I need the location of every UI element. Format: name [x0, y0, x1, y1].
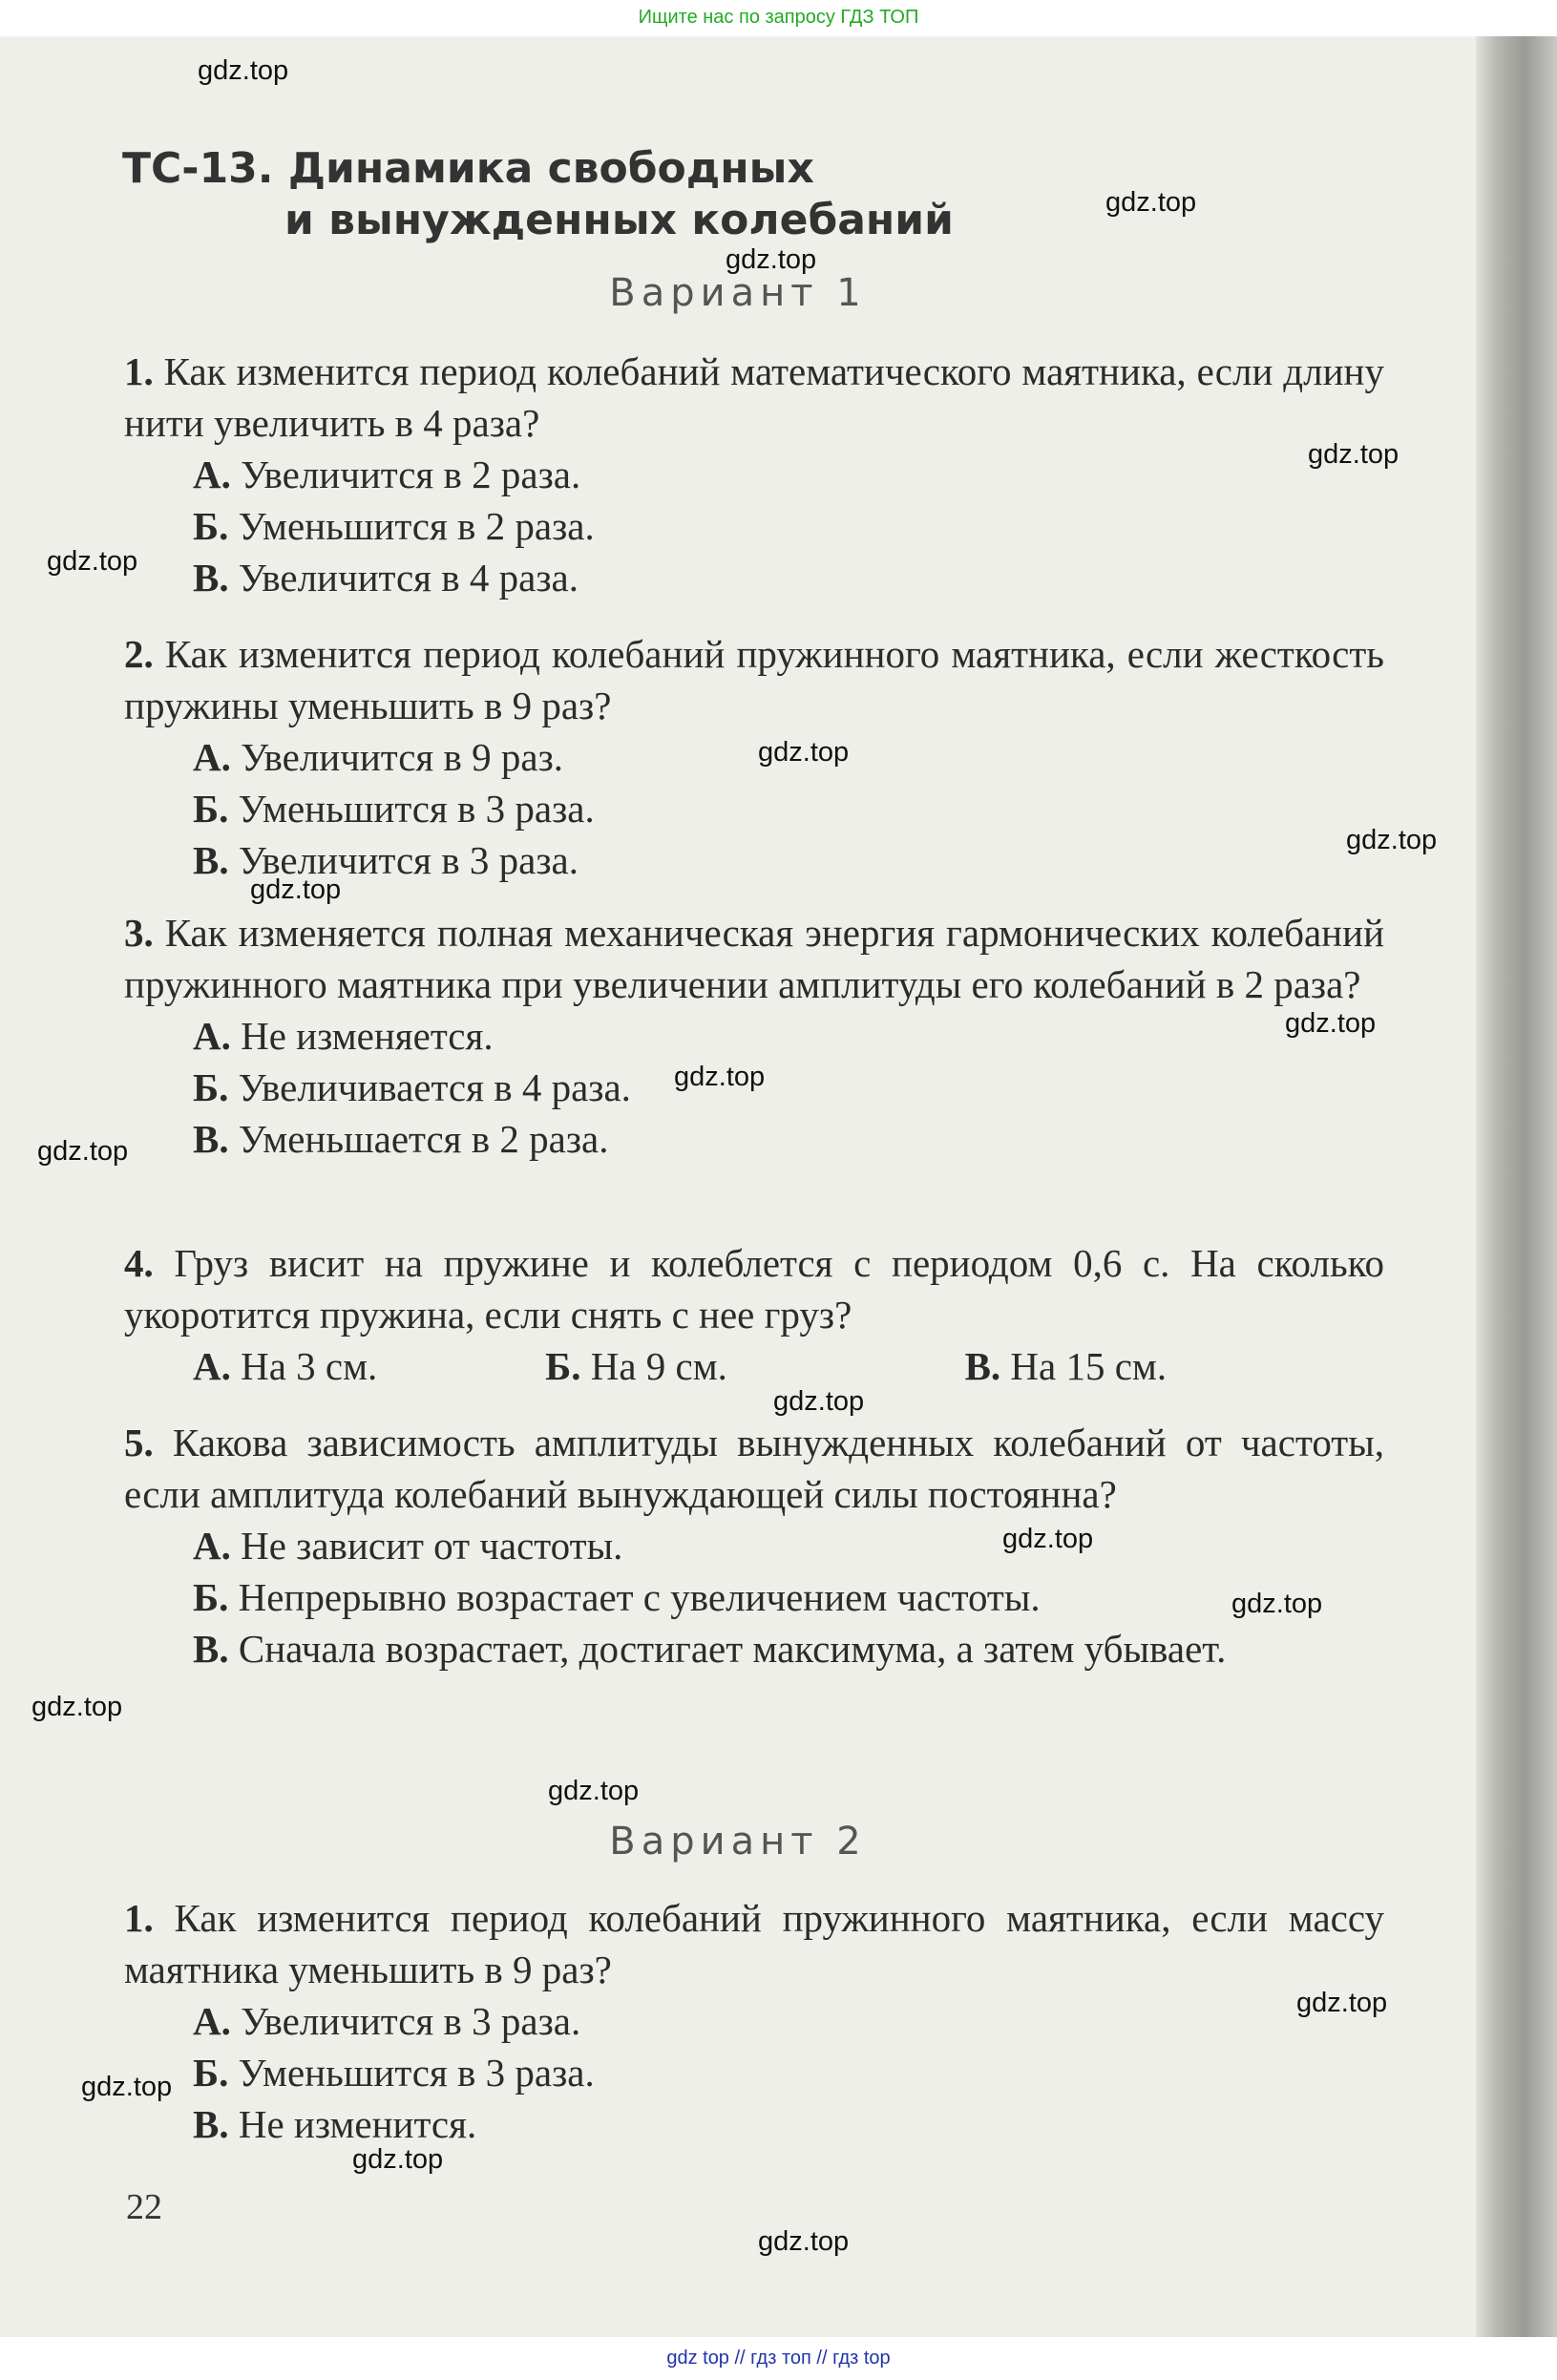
page-number: 22	[126, 2187, 162, 2227]
watermark: gdz.top	[81, 2072, 173, 2102]
answer-option	[124, 552, 1384, 603]
option-letter: В.	[193, 838, 229, 882]
option-text: На 3 см.	[241, 1344, 378, 1388]
question-2	[124, 628, 1384, 886]
option-letter: Б.	[193, 787, 229, 831]
option-text: Уменьшится в 2 раза.	[238, 504, 595, 548]
watermark: gdz.top	[1296, 1988, 1388, 2018]
option-text: Увеличится в 9 раз.	[241, 735, 564, 779]
watermark: gdz.top	[548, 1776, 640, 1806]
option-letter: В.	[193, 2102, 229, 2146]
variant-2-heading: Вариант 2	[609, 1820, 867, 1864]
watermark: gdz.top	[1002, 1524, 1094, 1554]
question-3	[124, 907, 1384, 1165]
question-number: 4.	[124, 1241, 154, 1285]
question-body: Груз висит на пружине и колеблется с периодом 0,6 с. На сколько укоротится пружина, если снять с нее груз?	[124, 1241, 1385, 1337]
watermark: gdz.top	[352, 2144, 444, 2175]
option-letter: А.	[193, 735, 231, 779]
option-letter: Б.	[193, 1575, 229, 1619]
footer-links[interactable]: gdz top // гдз топ // гдз top	[0, 2337, 1557, 2380]
watermark: gdz.top	[758, 737, 850, 768]
answer-option	[124, 1623, 1384, 1674]
option-text: Не изменится.	[238, 2102, 477, 2146]
question-5	[124, 1417, 1384, 1674]
question-number: 1.	[124, 1896, 154, 1940]
title-line-2: и вынужденных колебаний	[284, 196, 954, 244]
question-body: Как изменится период колебаний пружинного маятника, если массу маятника уменьшить в 9 раз?	[124, 1896, 1384, 1991]
watermark: gdz.top	[1346, 825, 1438, 855]
answer-option	[124, 731, 1384, 783]
option-letter: В.	[193, 1627, 229, 1671]
answer-option	[124, 449, 1384, 500]
answer-options-row	[124, 1340, 1384, 1392]
question-number: 1.	[124, 349, 154, 393]
question-text	[124, 1892, 1384, 1995]
question-number: 2.	[124, 632, 154, 676]
answer-option	[124, 2047, 1384, 2098]
title-line-1: ТС-13. Динамика свободных	[122, 144, 814, 193]
option-text: Не изменяется.	[241, 1014, 494, 1058]
answer-option	[124, 783, 1384, 834]
option-letter: В.	[964, 1344, 1001, 1388]
variant-2-question-1	[124, 1892, 1384, 2150]
option-text: Уменьшится в 3 раза.	[238, 2051, 595, 2095]
answer-option	[124, 1340, 545, 1392]
option-letter: А.	[193, 1524, 231, 1568]
watermark: gdz.top	[198, 55, 289, 86]
answer-option	[124, 1010, 1384, 1062]
option-text: На 9 см.	[590, 1344, 727, 1388]
option-letter: А.	[193, 1344, 231, 1388]
option-text: Непрерывно возрастает с увеличением частоты.	[238, 1575, 1041, 1619]
question-body: Как изменится период колебаний пружинного маятника, если жесткость пружины уменьшить в 9 раз?	[124, 632, 1384, 727]
question-text	[124, 346, 1384, 449]
question-body: Какова зависимость амплитуды вынужденных колебаний от частоты, если амплитуда колебаний вынуждающей силы постоянна?	[124, 1421, 1384, 1516]
watermark: gdz.top	[1308, 439, 1399, 470]
question-text	[124, 1417, 1384, 1520]
option-text: Увеличится в 4 раза.	[238, 556, 579, 600]
option-letter: Б.	[193, 2051, 229, 2095]
question-text	[124, 1237, 1384, 1340]
question-text	[124, 628, 1384, 731]
option-letter: В.	[193, 1117, 229, 1161]
watermark: gdz.top	[1105, 187, 1197, 218]
answer-option	[124, 1995, 1384, 2047]
option-text: Сначала возрастает, достигает максимума, а затем убывает.	[238, 1627, 1227, 1671]
answer-option	[124, 1520, 1384, 1571]
answer-option	[965, 1340, 1384, 1392]
option-text: Увеличится в 3 раза.	[241, 1999, 581, 2043]
answer-option	[545, 1340, 964, 1392]
option-text: Увеличится в 3 раза.	[238, 838, 579, 882]
option-text: Уменьшается в 2 раза.	[238, 1117, 609, 1161]
option-text: Не зависит от частоты.	[241, 1524, 623, 1568]
watermark: gdz.top	[758, 2226, 850, 2257]
option-letter: Б.	[545, 1344, 581, 1388]
watermark: gdz.top	[1231, 1589, 1323, 1619]
answer-option	[124, 1571, 1384, 1623]
question-body: Как изменяется полная механическая энергия гармонических колебаний пружинного маятника при увеличении амплитуды его колебаний в 2 раза?	[124, 911, 1385, 1006]
watermark: gdz.top	[250, 874, 342, 905]
watermark: gdz.top	[1285, 1008, 1377, 1039]
question-number: 5.	[124, 1421, 154, 1464]
watermark: gdz.top	[37, 1136, 129, 1167]
option-letter: А.	[193, 1014, 231, 1058]
question-body: Как изменится период колебаний математического маятника, если длину нити увеличить в 4 раза?	[124, 349, 1384, 445]
option-text: На 15 см.	[1010, 1344, 1168, 1388]
book-spine-shadow	[1476, 36, 1557, 2337]
top-banner[interactable]: Ищите нас по запросу ГДЗ ТОП	[0, 0, 1557, 34]
watermark: gdz.top	[773, 1386, 865, 1417]
watermark: gdz.top	[32, 1692, 123, 1722]
answer-option	[124, 1113, 1384, 1165]
option-letter: А.	[193, 1999, 231, 2043]
watermark: gdz.top	[726, 244, 817, 275]
watermark: gdz.top	[674, 1062, 766, 1092]
watermark: gdz.top	[47, 546, 138, 577]
question-number: 3.	[124, 911, 154, 955]
option-letter: Б.	[193, 504, 229, 548]
answer-option	[124, 500, 1384, 552]
option-text: Уменьшится в 3 раза.	[238, 787, 595, 831]
question-4	[124, 1237, 1384, 1392]
option-text: Увеличивается в 4 раза.	[238, 1065, 631, 1109]
question-text	[124, 907, 1384, 1010]
question-1	[124, 346, 1384, 603]
option-letter: А.	[193, 453, 231, 496]
option-letter: Б.	[193, 1065, 229, 1109]
option-text: Увеличится в 2 раза.	[241, 453, 581, 496]
page-title	[122, 143, 954, 246]
answer-option	[124, 2098, 1384, 2150]
option-letter: В.	[193, 556, 229, 600]
variant-1-heading: Вариант 1	[609, 271, 867, 315]
